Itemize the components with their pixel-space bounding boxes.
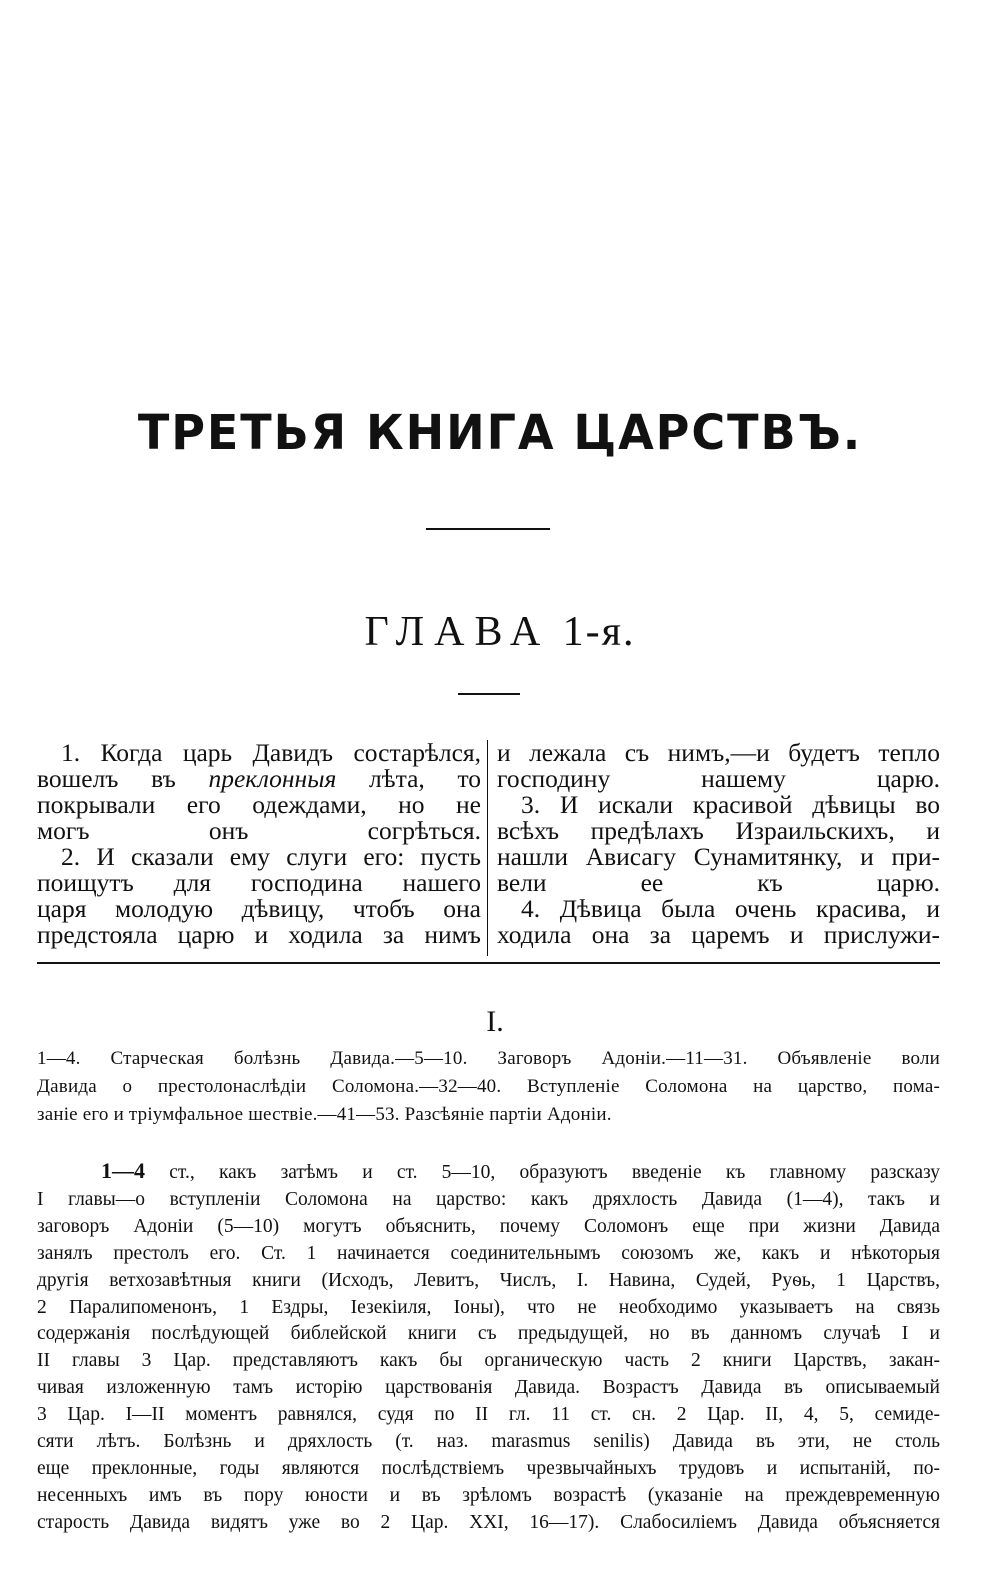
text-commentary-divider bbox=[37, 962, 940, 964]
verse-line: царя молодую дѣвицу, чтобъ она bbox=[37, 894, 481, 923]
commentary-line: 3 Цар. I—II моментъ равнялся, судя по II гл. 11 ст. сн. 2 Цар. II, 4, 5, семиде- bbox=[37, 1404, 940, 1426]
verse-line: нашли Ависагу Сунамитянку, и при- bbox=[497, 842, 940, 871]
commentary-line: заговоръ Адоніи (5—10) могутъ объяснить, почему Соломонъ еще при жизни Давида bbox=[37, 1215, 940, 1237]
chapter-number: 1-я. bbox=[562, 609, 636, 655]
section-summary bbox=[37, 1045, 940, 1129]
verse-italic-word: преклонныя bbox=[208, 764, 337, 793]
commentary-line: II главы 3 Цар. представляютъ какъ бы органическую часть 2 книги Царствъ, закан- bbox=[37, 1350, 940, 1372]
column-divider bbox=[487, 740, 488, 956]
verse-text: вошелъ въ bbox=[37, 764, 176, 793]
title-divider bbox=[426, 528, 550, 530]
summary-line: Давида о престолонаслѣдіи Соломона.—32—40. Вступленіе Соломона на царство, пома- bbox=[37, 1076, 940, 1097]
commentary-line: содержанія послѣдующей библейской книги съ предыдущей, но въ данномъ случаѣ I и bbox=[37, 1323, 940, 1345]
commentary-line: еще преклонные, годы являются послѣдствіемъ чрезвычайныхъ трудовъ и испытаній, по- bbox=[37, 1457, 940, 1479]
scripture-columns bbox=[37, 740, 940, 960]
commentary-line: чивая изложенную тамъ исторію царствованія Давида. Возрастъ Давида въ описываемый bbox=[37, 1377, 940, 1399]
verse-line: покрывали его одеждами, но не bbox=[37, 790, 481, 819]
commentary bbox=[37, 1158, 940, 1537]
scripture-column-left bbox=[37, 740, 481, 948]
verse-line: 4. Дѣвица была очень красива, и bbox=[521, 894, 940, 923]
summary-line: 1—4. Старческая болѣзнь Давида.—5—10. Заговоръ Адоніи.—11—31. Объявленіе воли bbox=[37, 1048, 940, 1069]
chapter-title bbox=[200, 606, 800, 658]
book-title: ТРЕТЬЯ КНИГА ЦАРСТВЪ. bbox=[137, 405, 863, 461]
commentary-line: старость Давида видятъ уже во 2 Цар. XXI, 16—17). Слабосиліемъ Давида объясняется bbox=[37, 1511, 940, 1533]
commentary-line: I главы—о вступленіи Соломона на царство: какъ дряхлость Давида (1—4), такъ и bbox=[37, 1188, 940, 1210]
chapter-word: ГЛАВА bbox=[364, 609, 551, 655]
verse-1-continued bbox=[497, 740, 940, 792]
commentary-lead-verses: 1—4 bbox=[101, 1158, 145, 1183]
verse-2 bbox=[37, 844, 481, 948]
verse-line: вели ее къ царю. bbox=[497, 868, 940, 897]
commentary-line bbox=[37, 1158, 940, 1187]
verse-line: 2. И сказали ему слуги его: пусть bbox=[61, 842, 481, 871]
verse-line: поищутъ для господина нашего bbox=[37, 868, 481, 897]
verse-line: могъ онъ согрѣться. bbox=[37, 816, 481, 845]
verse-line: ходила она за царемъ и прислужи- bbox=[497, 920, 940, 949]
commentary-line: 2 Паралипоменонъ, 1 Ездры, Іезекіиля, Іоны), что не необходимо указываетъ на связь bbox=[37, 1296, 940, 1318]
verse-line: и лежала съ нимъ,—и будетъ тепло bbox=[497, 738, 940, 767]
verse-line: господину нашему царю. bbox=[497, 764, 940, 793]
scripture-column-right bbox=[497, 740, 940, 948]
summary-line: заніе его и тріумфальное шествіе.—41—53. Разсѣяніе партіи Адоніи. bbox=[37, 1104, 612, 1125]
verse-1 bbox=[37, 740, 481, 844]
chapter-divider bbox=[458, 693, 520, 695]
verse-4 bbox=[497, 896, 940, 948]
section-number: I. bbox=[486, 1005, 504, 1038]
verse-line: 3. И искали красивой дѣвицы во bbox=[521, 790, 940, 819]
verse-line: предстояла царю и ходила за нимъ bbox=[37, 920, 481, 949]
commentary-line: сяти лѣтъ. Болѣзнь и дряхлость (т. наз. marasmus senilis) Давида въ эти, не столь bbox=[37, 1431, 940, 1453]
verse-line: всѣхъ предѣлахъ Израильскихъ, и bbox=[497, 816, 940, 845]
verse-line bbox=[37, 766, 481, 792]
verse-line: 1. Когда царь Давидъ состарѣлся, bbox=[61, 738, 481, 767]
verse-text: лѣта, то bbox=[369, 764, 482, 793]
commentary-line: несенныхъ имъ въ пору юности и въ зрѣломъ возрастѣ (указаніе на преждевременную bbox=[37, 1484, 940, 1506]
commentary-text: ст., какъ затѣмъ и ст. 5—10, образуютъ введеніе къ главному разсказу bbox=[169, 1162, 941, 1183]
commentary-line: занялъ престолъ его. Ст. 1 начинается соединительнымъ союзомъ же, какъ и нѣкоторыя bbox=[37, 1242, 940, 1264]
commentary-line: другія ветхозавѣтныя книги (Исходъ, Левитъ, Числъ, І. Навина, Судей, Руѳь, 1 Царствъ, bbox=[37, 1269, 940, 1291]
verse-3 bbox=[497, 792, 940, 896]
